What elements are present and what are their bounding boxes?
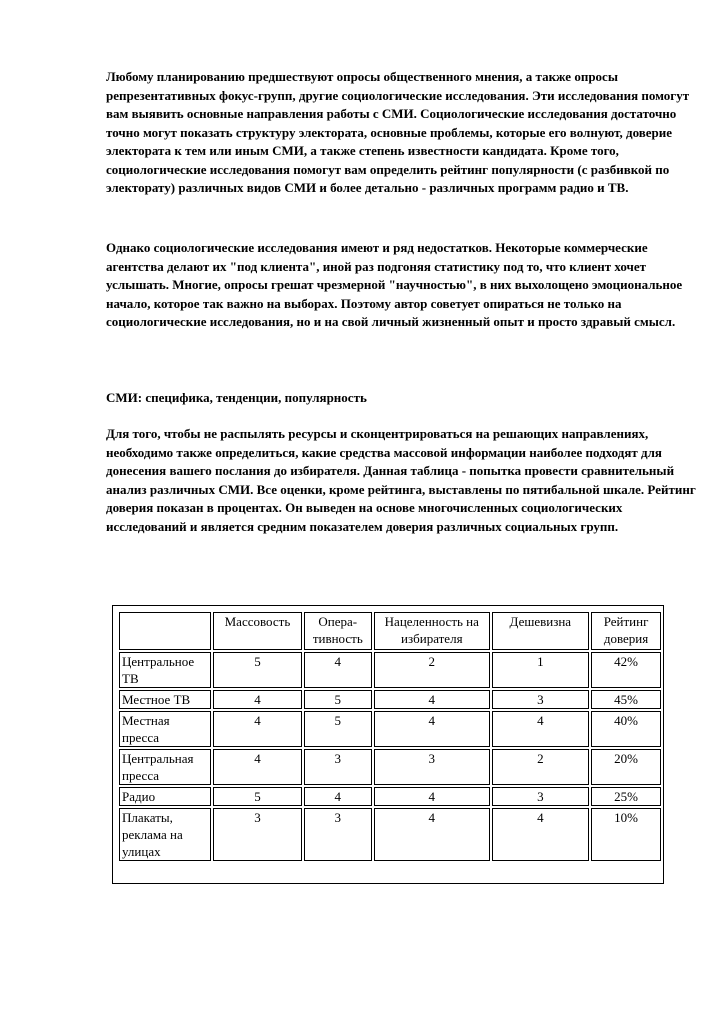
row-label: Местное ТВ	[119, 690, 211, 709]
table-cell: 42%	[591, 652, 661, 688]
table-cell: 40%	[591, 711, 661, 747]
row-label: Центральное ТВ	[119, 652, 211, 688]
row-label: Центральная пресса	[119, 749, 211, 785]
table-cell: 3	[304, 808, 373, 861]
paragraph-sociology-research: Любому планированию предшествуют опросы общественного мнения, а также опросы репрезентативных фокус-групп, другие социологические исследования. Эти исследования помогут вам выявить основные направления работы с СМИ. Социологические исследования достаточно точно могут показать структуру электората, основные проблемы, которые его волнуют, доверие электората к тем или иным СМИ, а также степень известности кандидата. Кроме того, социологические исследования помогут вам определить рейтинг популярности (с разбивкой по электорату) различных видов СМИ и более детально - различных программ радио и ТВ.	[106, 69, 690, 195]
table-cell: 5	[304, 711, 373, 747]
table-cell: 3	[374, 749, 489, 785]
paragraph-research-drawbacks: Однако социологические исследования имеют и ряд недостатков. Некоторые коммерческие агентства делают их "под клиента", иной раз подгоняя статистику под то, что клиент хочет услышать. Многие, опросы грешат чрезмерной "научностью", в них выхолощено эмоциональное начало, которое так важно на выборах. Поэтому автор советует опираться не только на социологические исследования, но и на свой личный жизненный опыт и просто здравый смысл.	[106, 240, 683, 329]
table-cell: 4	[304, 787, 373, 806]
table-cell: 2	[492, 749, 590, 785]
row-label: Местная пресса	[119, 711, 211, 747]
table-cell: 5	[304, 690, 373, 709]
header-cell: Дешевизна	[492, 612, 590, 650]
table-cell: 10%	[591, 808, 661, 861]
paragraph-media-choice: Для того, чтобы не распылять ресурсы и сконцентрироваться на решающих направлениях, необходимо также определиться, какие средства массовой информации наиболее подходят для донесения вашего послания до избирателя. Данная таблица - попытка провести сравнительный анализ различных СМИ. Все оценки, кроме рейтинга, выставлены по пятибальной шкале. Рейтинг доверия показан в процентах. Он выведен на основе многочисленных социологических исследований и является средним показателем доверия различных социальных групп.	[106, 426, 696, 534]
section-heading: СМИ: специфика, тенденции, популярность	[106, 390, 367, 405]
table-cell: 4	[304, 652, 373, 688]
table-cell: 1	[492, 652, 590, 688]
header-cell: Опера-тивность	[304, 612, 373, 650]
table-cell: 2	[374, 652, 489, 688]
table-cell: 4	[374, 808, 489, 861]
table-cell: 4	[374, 787, 489, 806]
header-cell	[119, 612, 211, 650]
table-row	[119, 787, 661, 806]
table-row	[119, 711, 661, 747]
table-cell: 3	[492, 787, 590, 806]
table-cell: 4	[492, 808, 590, 861]
table-cell: 4	[492, 711, 590, 747]
table-cell: 3	[304, 749, 373, 785]
header-cell: Массовость	[213, 612, 301, 650]
table-cell: 5	[213, 652, 301, 688]
table-cell: 20%	[591, 749, 661, 785]
table-cell: 4	[374, 690, 489, 709]
table-cell: 4	[213, 690, 301, 709]
table-cell: 4	[213, 749, 301, 785]
table-row	[119, 808, 661, 861]
row-label: Радио	[119, 787, 211, 806]
media-comparison-table	[117, 610, 663, 863]
table-cell: 25%	[591, 787, 661, 806]
table-row	[119, 690, 661, 709]
table-cell: 4	[213, 711, 301, 747]
table-cell: 3	[213, 808, 301, 861]
table-cell: 4	[374, 711, 489, 747]
table-row	[119, 749, 661, 785]
table-row	[119, 652, 661, 688]
table-cell: 3	[492, 690, 590, 709]
table-cell: 5	[213, 787, 301, 806]
header-cell: Рейтинг доверия	[591, 612, 661, 650]
row-label: Плакаты, реклама на улицах	[119, 808, 211, 861]
table-header-row	[119, 612, 661, 650]
header-cell: Нацеленность на избирателя	[374, 612, 489, 650]
media-comparison-table-frame	[112, 605, 664, 884]
table-cell: 45%	[591, 690, 661, 709]
